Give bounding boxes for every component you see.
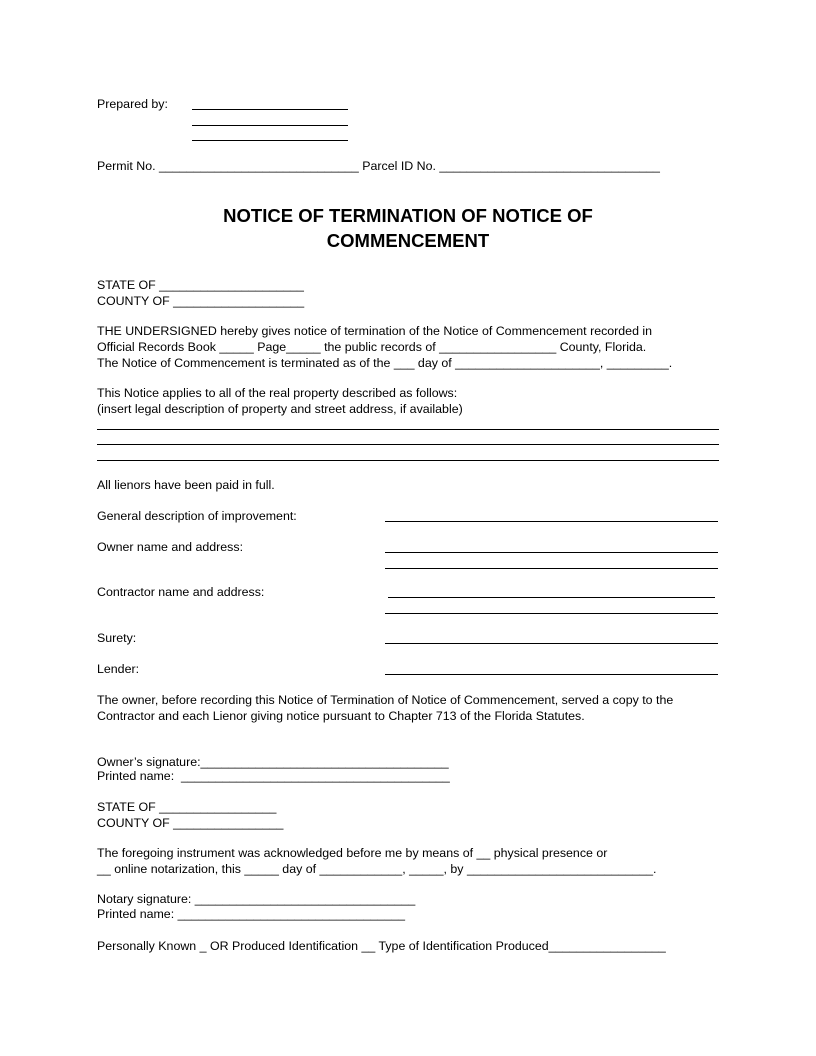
intro-line-3: The Notice of Commencement is terminated as of the ___ day of _____________________, _________. — [97, 356, 673, 370]
owner-line-2[interactable] — [385, 568, 718, 569]
county-of-2: COUNTY OF ________________ — [97, 816, 284, 830]
intro-line-2: Official Records Book _____ Page_____ the public records of _________________ County, Florida. — [97, 340, 647, 354]
contractor-line-1[interactable] — [388, 597, 715, 598]
property-line-2: (insert legal description of property and street address, if available) — [97, 402, 463, 416]
legal-description-line-1[interactable] — [97, 429, 719, 430]
owner-printed-name: Printed name: _______________________________________ — [97, 769, 450, 783]
improvement-label: General description of improvement: — [97, 509, 297, 523]
lienors-statement: All lienors have been paid in full. — [97, 478, 275, 492]
intro-line-1: THE UNDERSIGNED hereby gives notice of termination of the Notice of Commencement recorded in — [97, 324, 653, 338]
document-title-line-2: COMMENCEMENT — [326, 230, 490, 251]
prepared-by-line-1[interactable] — [192, 109, 348, 110]
lender-label: Lender: — [97, 662, 140, 676]
surety-line[interactable] — [385, 643, 718, 644]
service-line-1: The owner, before recording this Notice of Termination of Notice of Commencement, served a copy to the — [97, 693, 674, 707]
owner-line-1[interactable] — [385, 552, 718, 553]
improvement-line[interactable] — [385, 521, 718, 522]
acknowledgment-line-2: __ online notarization, this _____ day of ____________, _____, by ___________________________. — [97, 862, 657, 876]
property-line-1: This Notice applies to all of the real property described as follows: — [97, 386, 458, 400]
contractor-label: Contractor name and address: — [97, 585, 265, 599]
state-of-1: STATE OF _____________________ — [97, 278, 304, 292]
legal-description-line-3[interactable] — [97, 460, 719, 461]
prepared-by-label: Prepared by: — [97, 97, 168, 111]
state-of-2: STATE OF _________________ — [97, 800, 277, 814]
county-of-1: COUNTY OF ___________________ — [97, 294, 305, 308]
notary-printed-name: Printed name: _________________________________ — [97, 907, 405, 921]
contractor-line-2[interactable] — [385, 613, 718, 614]
prepared-by-line-3[interactable] — [192, 140, 348, 141]
lender-line[interactable] — [385, 674, 718, 675]
owner-label: Owner name and address: — [97, 540, 244, 554]
identification-line: Personally Known _ OR Produced Identification __ Type of Identification Produced_________________ — [97, 939, 666, 953]
permit-parcel-line: Permit No. _____________________________ Parcel ID No. ________________________________ — [97, 159, 660, 173]
prepared-by-line-2[interactable] — [192, 125, 348, 126]
surety-label: Surety: — [97, 631, 137, 645]
notary-signature: Notary signature: ________________________________ — [97, 892, 416, 906]
service-line-2: Contractor and each Lienor giving notice pursuant to Chapter 713 of the Florida Statutes. — [97, 709, 585, 723]
legal-description-line-2[interactable] — [97, 444, 719, 445]
acknowledgment-line-1: The foregoing instrument was acknowledged before me by means of __ physical presence or — [97, 846, 608, 860]
document-title-line-1: NOTICE OF TERMINATION OF NOTICE OF — [223, 205, 593, 226]
owner-signature: Owner’s signature:____________________________________ — [97, 755, 449, 769]
